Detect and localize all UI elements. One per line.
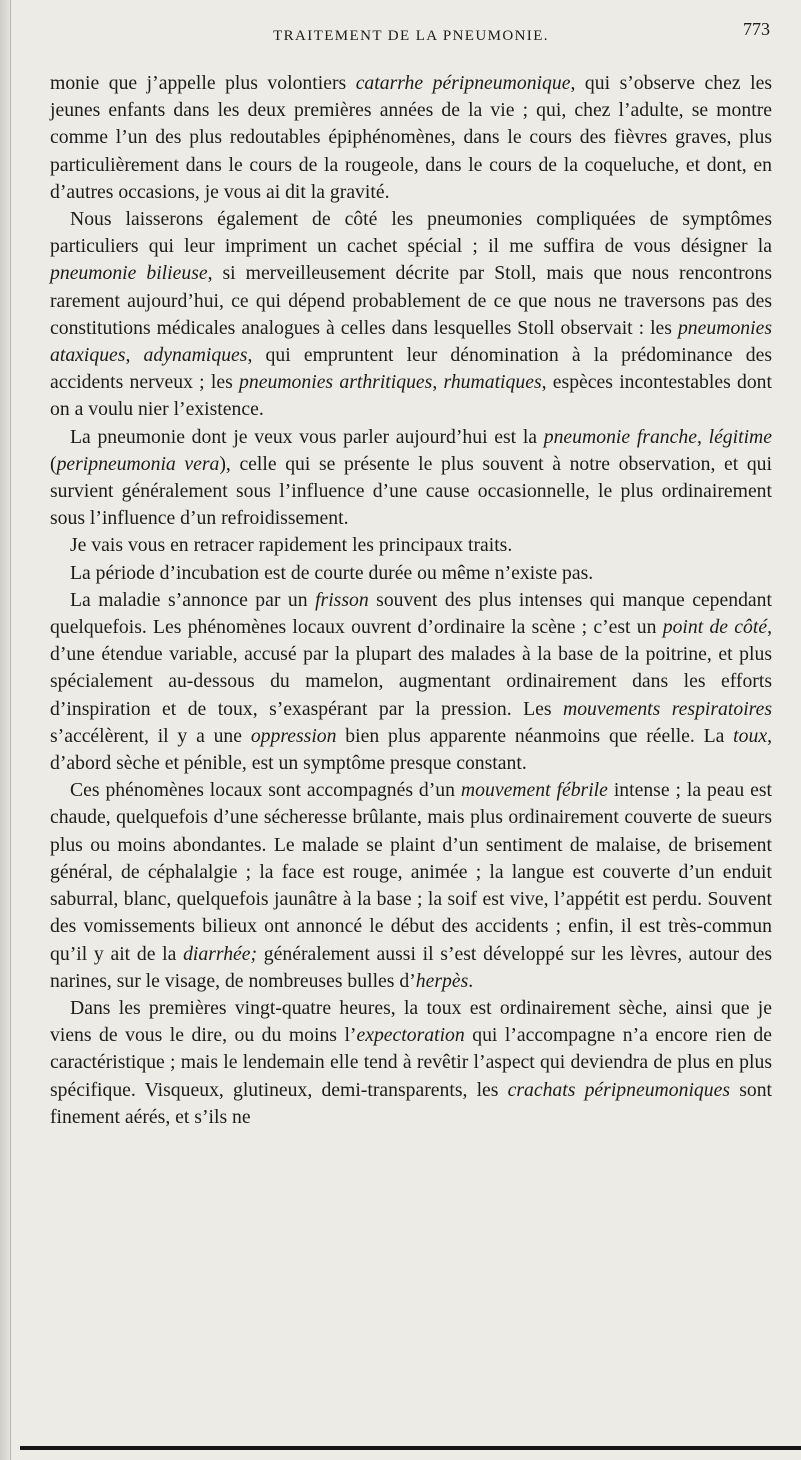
text-run: ,	[125, 344, 144, 367]
text-run: s’accélèrent, il y a une	[50, 724, 251, 747]
text-run: ,	[432, 371, 444, 394]
italic-text: pneumonies ataxiques	[50, 316, 772, 367]
italic-text: rhumatiques	[443, 371, 542, 394]
italic-text: légitime	[708, 425, 773, 448]
italic-text: diarrhée;	[183, 942, 258, 965]
text-run: , d’abord sèche et pénible, est un symptôme presque constant.	[50, 724, 772, 775]
text-run: , qui s’observe chez les jeunes enfants dans les deux premières années de la vie ; qui, chez l’adulte, se montre comme l’un des plus redoutables épiphénomènes, dans le cours des fièvres graves, plus particulièrement dans le cours de la rougeole, dans le cours de la coqueluche, et dont, en d’autres occasions, je vous ai dit la gravité.	[50, 72, 773, 203]
italic-text: peripneumonia vera	[56, 452, 220, 475]
text-run: La maladie s’annonce par un	[70, 588, 316, 611]
text-run: , qui empruntent leur dénomination à la prédominance des accidents nerveux ; les	[50, 344, 773, 394]
text-run: Ces phénomènes locaux sont accompagnés d’un	[70, 779, 461, 802]
paragraph	[50, 995, 772, 1131]
italic-text: herpès	[415, 969, 469, 992]
italic-text: crachats péripneumoniques	[507, 1078, 731, 1101]
text-run: ,	[696, 425, 709, 448]
italic-text: pneumonie franche	[543, 425, 697, 448]
text-run: , si merveilleusement décrite par Stoll, mais que nous rencontrons rarement aujourd’hui, ce qui dépend probablement de ce que nous ne traversons pas des constitutions médicales analogues à celles dans lesquelles Stoll observait : les	[50, 262, 772, 339]
text-run: , d’une étendue variable, accusé par la plupart des malades à la base de la poitrine, et plus spécialement au-dessous du mamelon, augmentant ordinairement dans les efforts d’inspiration et de toux, s’exaspérant par la pression. Les	[50, 616, 773, 720]
paragraph	[50, 532, 772, 559]
text-run: bien plus apparente néanmoins que réelle. La	[336, 724, 734, 747]
paragraph	[50, 424, 772, 533]
text-run: Dans les premières vingt-quatre heures, la toux est ordinairement sèche, ainsi que je viens de vous le dire, ou du moins l’	[50, 996, 772, 1047]
body-text	[50, 70, 772, 1131]
text-run: qui l’accompagne n’a encore rien de caractéristique ; mais le lendemain elle tend à revêtir l’aspect qui deviendra de plus en plus spécifique. Visqueux, glutineux, demi-transparents, les	[50, 1024, 772, 1101]
paragraph	[50, 587, 772, 777]
running-title: TRAITEMENT DE LA PNEUMONIE.	[273, 28, 549, 44]
italic-text: oppression	[250, 724, 337, 747]
italic-text: mouvements respiratoires	[562, 697, 772, 720]
paragraph	[50, 70, 772, 206]
paragraph	[50, 777, 772, 995]
paragraph	[50, 206, 772, 424]
italic-text: catarrhe péripneumonique	[355, 72, 571, 94]
paragraph	[50, 560, 772, 587]
book-page	[50, 14, 772, 1434]
italic-text: toux	[733, 724, 768, 747]
italic-text: adynamiques	[143, 344, 248, 367]
italic-text: point de côté	[662, 616, 768, 639]
text-run: La pneumonie dont je veux vous parler aujourd’hui est la	[70, 425, 544, 448]
text-run: sont finement aérés, et s’ils ne	[50, 1078, 773, 1128]
page-binding-edge	[0, 0, 11, 1460]
text-run: souvent des plus intenses qui manque cependant quelquefois. Les phénomènes locaux ouvrent d’ordinaire la scène ; c’est un	[50, 588, 772, 639]
text-run: généralement aussi il s’est développé sur les lèvres, autour des narines, sur le visage, de nombreuses bulles d’	[50, 942, 772, 992]
text-run: monie que j’appelle plus volontiers	[50, 72, 356, 94]
text-run: Nous laisserons également de côté les pneumonies compliquées de symptômes particuliers qui leur impriment un cachet spécial ; il me suffira de vous désigner la	[50, 208, 772, 258]
text-run: .	[468, 969, 474, 992]
text-run: La période d’incubation est de courte durée ou même n’existe pas.	[70, 561, 594, 584]
page-number: 773	[743, 19, 770, 39]
italic-text: mouvement fébrile	[460, 779, 608, 802]
text-run: intense ; la peau est chaude, quelquefois d’une sécheresse brûlante, mais plus ordinairement couverte de sueurs plus ou moins abondantes. Le malade se plaint d’un sentiment de malaise, de brisement général, de céphalalgie ; la face est rouge, animée ; la langue est couverte d’un enduit saburral, blanc, quelquefois jaunâtre à la base ; la soif est vive, l’appétit est perdu. Souvent des vomissements bilieux ont annoncé le début des accidents ; enfin, il est très-commun qu’il y ait de la	[50, 779, 772, 965]
italic-text: pneumonie bilieuse	[50, 262, 208, 285]
text-run: (	[50, 452, 57, 475]
running-header	[50, 14, 772, 50]
text-run: ), celle qui se présente le plus souvent à notre observation, et qui survient généralement sous l’influence d’une cause occasionnelle, le plus ordinairement sous l’influence d’un refroidissement.	[50, 452, 772, 530]
text-run: Je vais vous en retracer rapidement les principaux traits.	[70, 534, 513, 557]
bottom-rule	[20, 1446, 801, 1450]
text-run: , espèces incontestables dont on a voulu nier l’existence.	[50, 371, 772, 421]
italic-text: pneumonies arthritiques	[239, 371, 433, 394]
italic-text: expectoration	[356, 1024, 465, 1047]
italic-text: frisson	[315, 588, 369, 611]
